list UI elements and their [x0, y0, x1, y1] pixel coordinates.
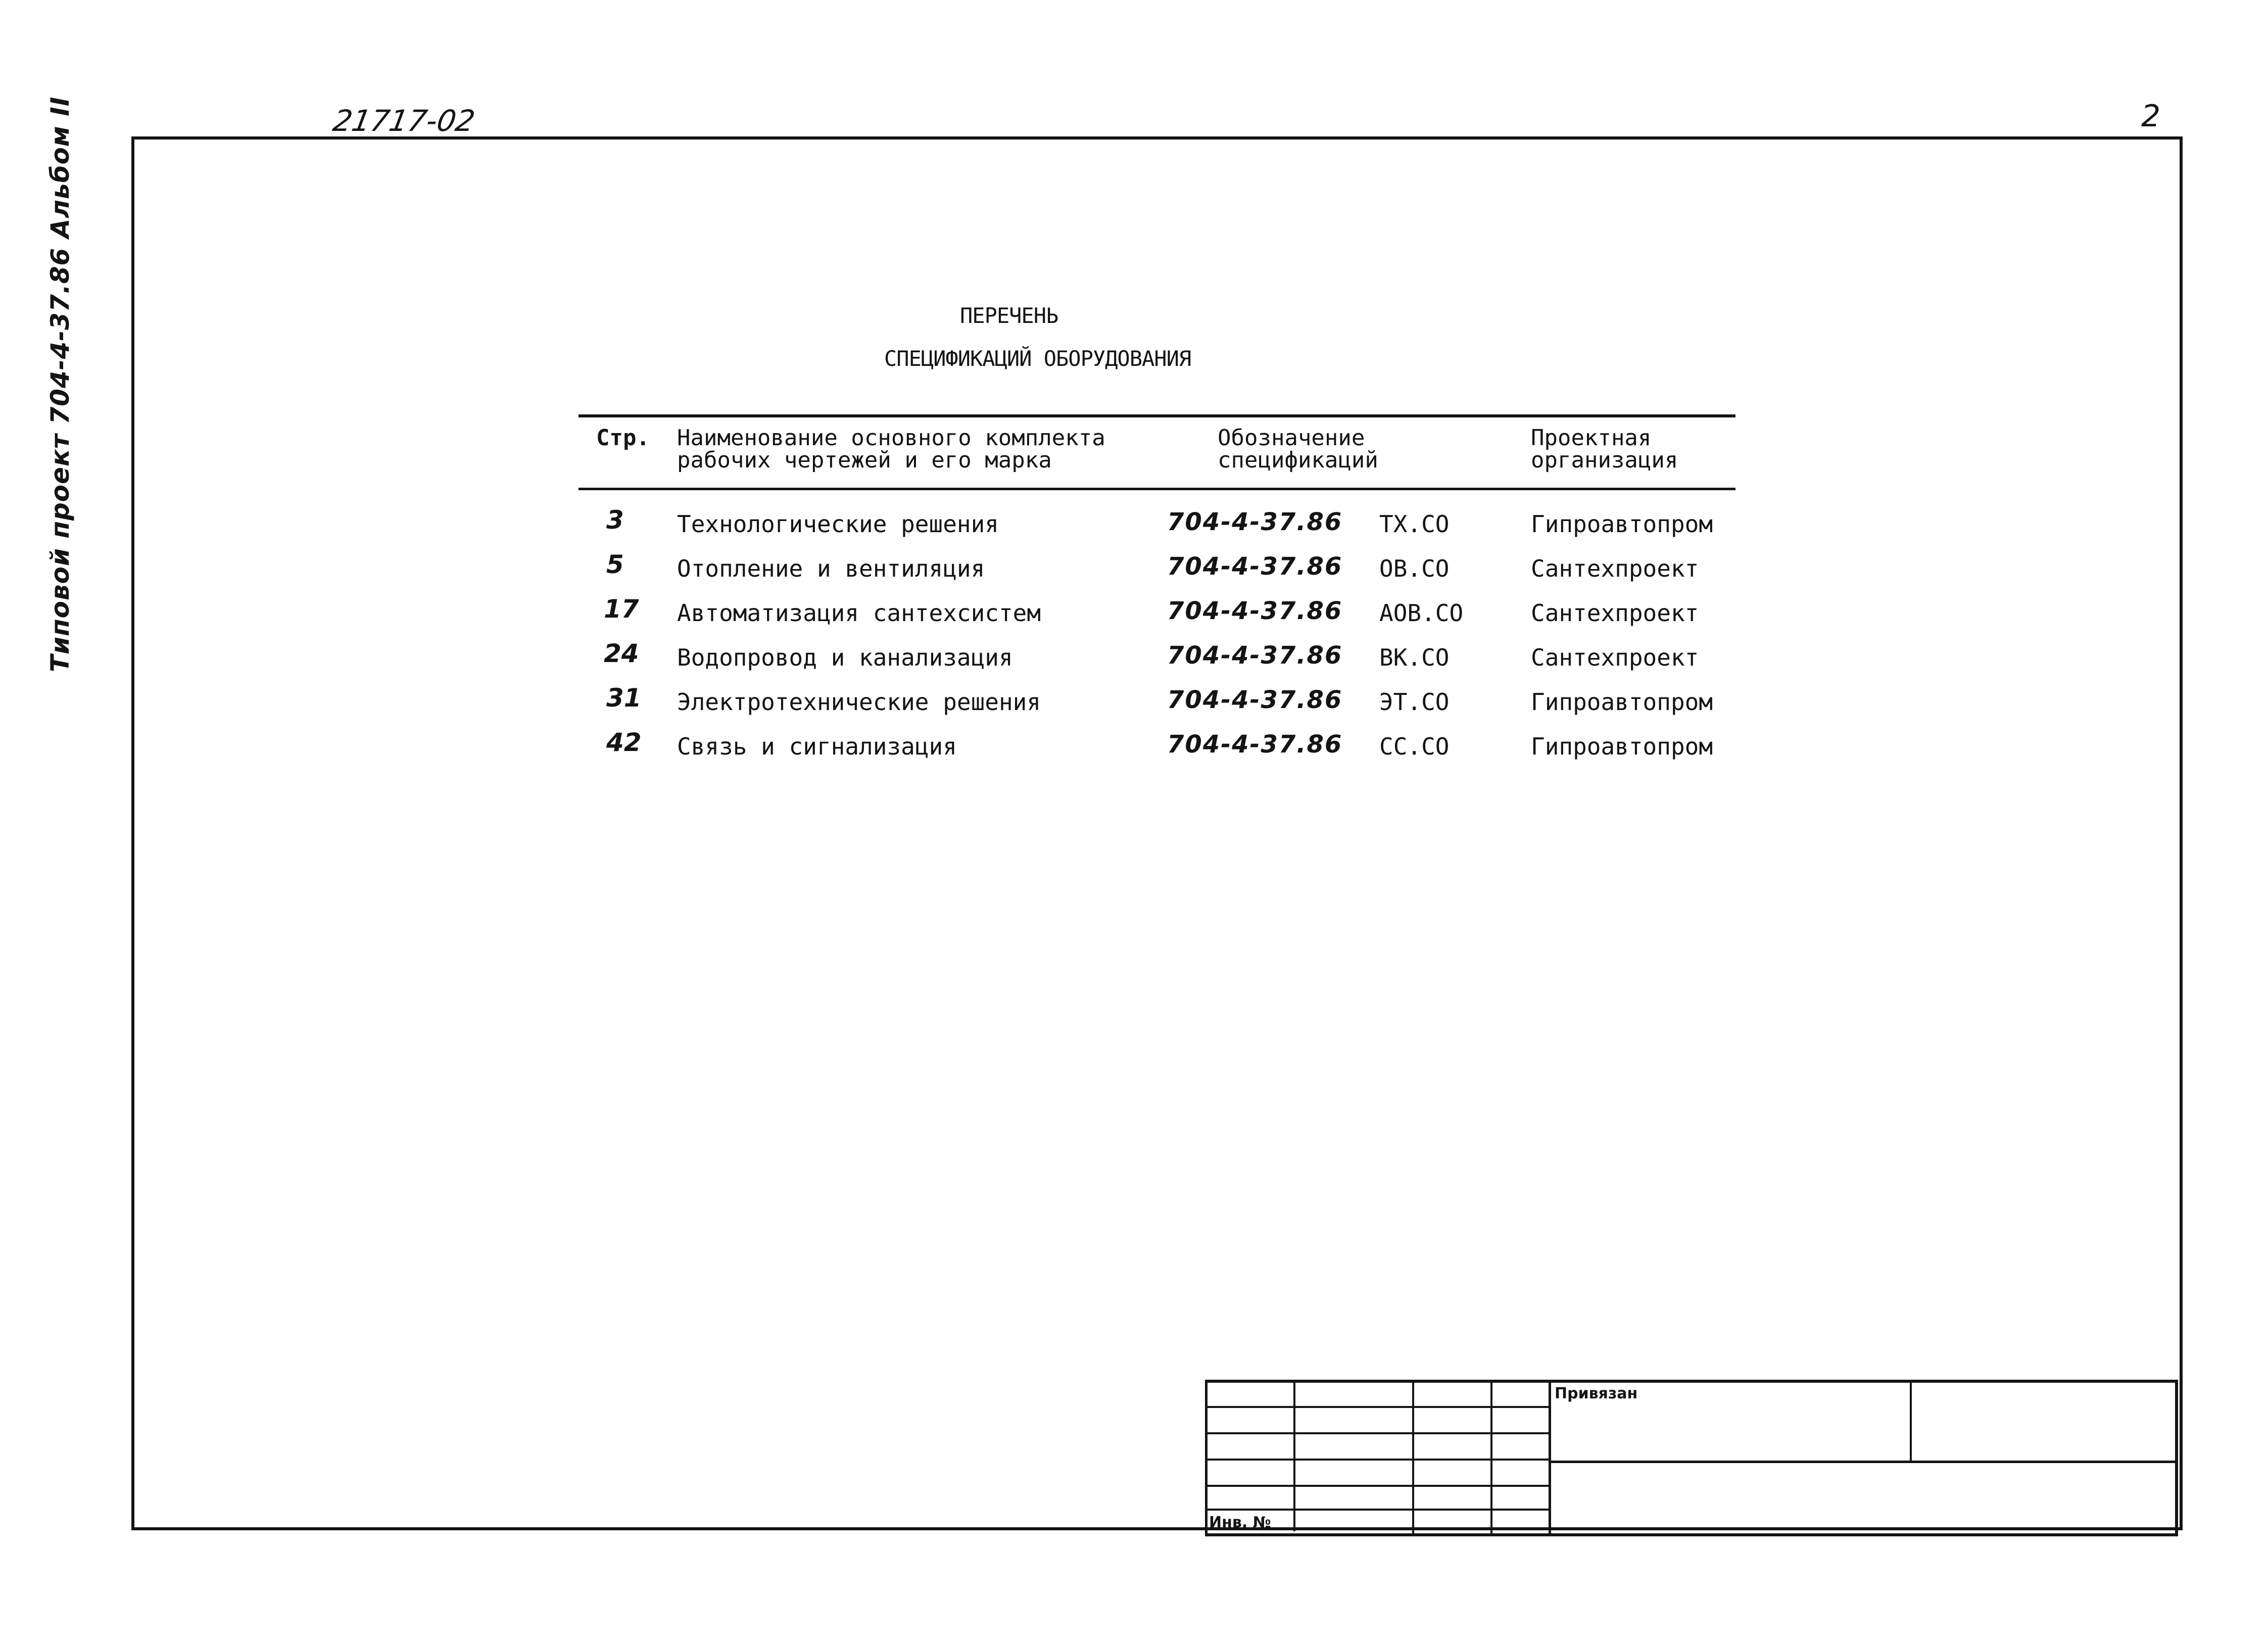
row-code: 704-4-37.86 [1167, 730, 1343, 759]
row-mark: ВК.СО [1379, 644, 1450, 671]
row-name: Автоматизация сантехсистем [677, 599, 1041, 627]
stamp-border-right [2175, 1380, 2178, 1536]
row-org: Сантехпроект [1531, 555, 1699, 582]
page-frame [131, 136, 2183, 1530]
stamp-grid-h1 [1205, 1406, 1549, 1408]
row-org: Гипроавтопром [1531, 688, 1713, 716]
row-code: 704-4-37.86 [1167, 597, 1343, 625]
stamp-border-top [1205, 1380, 2178, 1383]
page-number: 2 [2141, 99, 2161, 134]
row-mark: СС.СО [1379, 733, 1450, 760]
stamp-tied-label: Привязан [1555, 1385, 1638, 1402]
row-page: 3 [606, 505, 624, 535]
row-mark: АОВ.СО [1379, 599, 1464, 627]
row-name: Электротехнические решения [677, 688, 1041, 716]
stamp-grid-h2 [1205, 1432, 1549, 1434]
row-org: Гипроавтопром [1531, 510, 1713, 538]
stamp-right-vertical [1910, 1380, 1912, 1461]
drawing-code: 21717-02 [330, 104, 478, 138]
row-org: Гипроавтопром [1531, 733, 1713, 760]
row-name: Связь и сигнализация [677, 733, 957, 760]
stamp-inv-label: Инв. № [1209, 1514, 1271, 1531]
stamp-grid-h4 [1205, 1485, 1549, 1487]
row-page: 17 [604, 594, 639, 624]
stamp-border-left [1205, 1380, 1208, 1536]
table-header-rule [578, 488, 1735, 490]
row-page: 31 [606, 683, 642, 713]
side-label: Типовой проект 704-4-37.86 Альбом II [45, 96, 75, 672]
header-name: Наименование основного комплекта рабочих чертежей и его марка [677, 425, 1105, 473]
row-name: Технологические решения [677, 510, 999, 538]
row-name: Отопление и вентиляция [677, 555, 985, 582]
header-organization: Проектная организация [1531, 425, 1678, 473]
header-designation: Обозначение спецификаций [1218, 425, 1378, 473]
row-mark: ТХ.СО [1379, 510, 1450, 538]
row-code: 704-4-37.86 [1167, 508, 1343, 536]
header-page: Стр. [596, 425, 650, 451]
stamp-grid-v2 [1412, 1380, 1414, 1536]
row-org: Сантехпроект [1531, 599, 1699, 627]
stamp-right-divider [1549, 1461, 2178, 1463]
row-code: 704-4-37.86 [1167, 686, 1343, 714]
title-line-2: СПЕЦИФИКАЦИЙ ОБОРУДОВАНИЯ [884, 346, 1191, 371]
row-org: Сантехпроект [1531, 644, 1699, 671]
row-code: 704-4-37.86 [1167, 552, 1343, 581]
title-block-stamp [1205, 1380, 2178, 1536]
row-code: 704-4-37.86 [1167, 641, 1343, 670]
row-page: 24 [604, 639, 639, 668]
title-line-1: ПЕРЕЧЕНЬ [960, 303, 1058, 328]
row-mark: ЭТ.СО [1379, 688, 1450, 716]
row-name: Водопровод и канализация [677, 644, 1013, 671]
row-mark: ОВ.СО [1379, 555, 1450, 582]
stamp-grid-h3 [1205, 1459, 1549, 1461]
stamp-grid-v4 [1549, 1380, 1551, 1536]
row-page: 42 [606, 728, 642, 757]
stamp-border-bottom [1205, 1533, 2178, 1536]
stamp-grid-v3 [1490, 1380, 1492, 1536]
row-page: 5 [606, 550, 624, 579]
table-top-rule [578, 414, 1735, 417]
stamp-grid-h5 [1205, 1509, 1549, 1511]
